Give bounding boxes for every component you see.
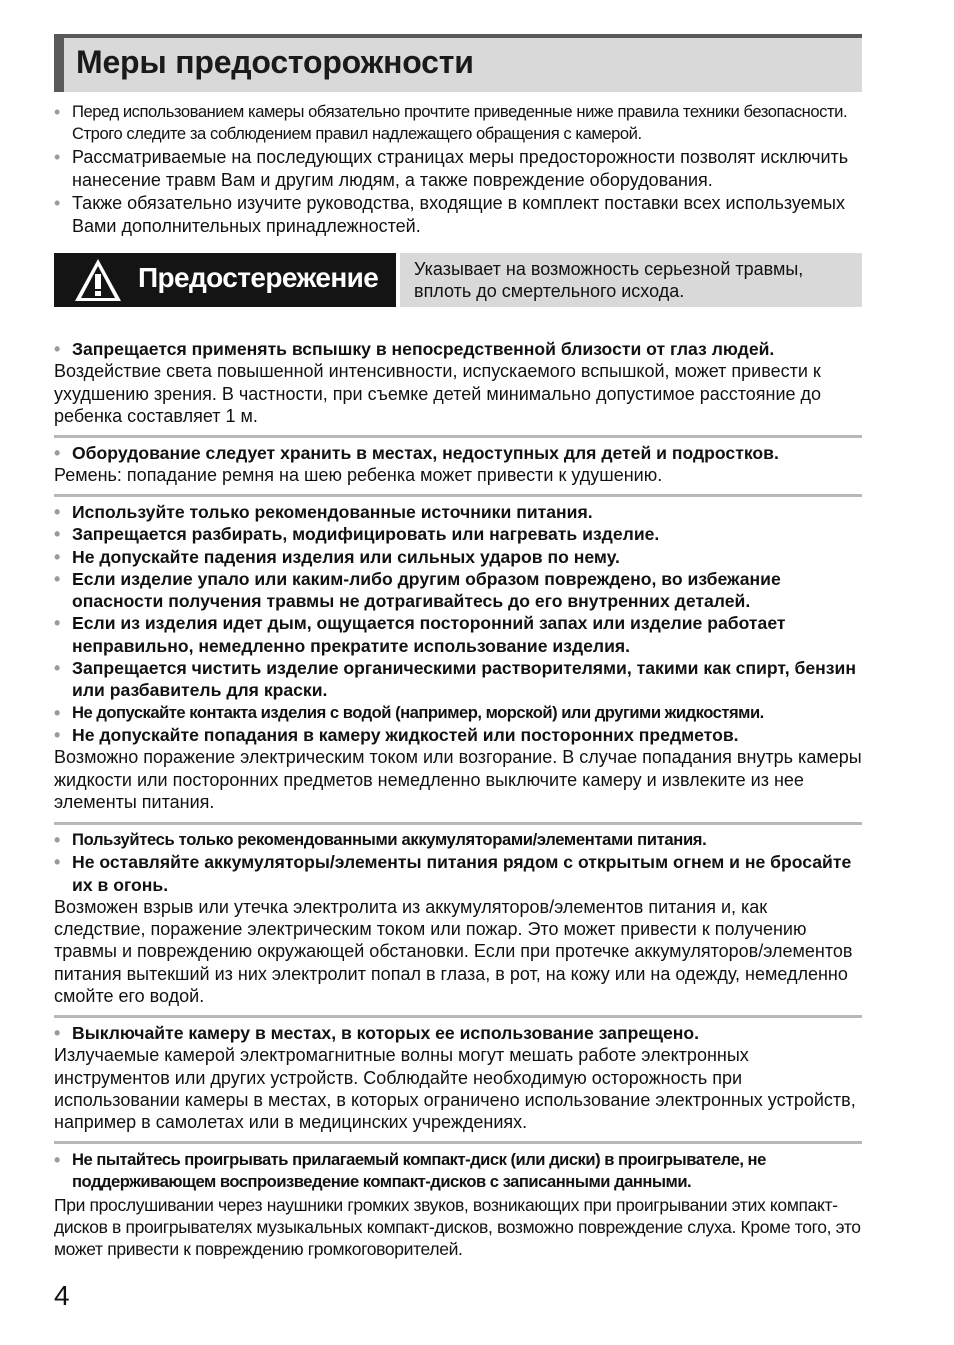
intro-item: • Рассматриваемые на последующих страницах меры предосторожности позволят исключить нанесение травм Вам и другим людям, а также повреждение оборудования. <box>54 146 874 191</box>
precaution-heading: • Запрещается применять вспышку в непосредственной близости от глаз людей. <box>54 338 862 360</box>
intro-item: • Перед использованием камеры обязательно прочтите приведенные ниже правила техники безопасности. Строго следите за соблюдением правил надлежащего обращения с камерой. <box>54 101 874 145</box>
page-title: Меры предосторожности <box>76 44 474 80</box>
precaution-heading: • Оборудование следует хранить в местах, недоступных для детей и подростков. <box>54 442 862 464</box>
precaution-section <box>54 1149 862 1260</box>
warning-triangle-icon <box>73 257 123 303</box>
precaution-heading: • Если из изделия идет дым, ощущается посторонний запах или изделие работает неправильно, немедленно прекратите использование изделия. <box>54 612 862 657</box>
precaution-heading: • Не допускайте падения изделия или сильных ударов по нему. <box>54 546 862 568</box>
precaution-heading: • Запрещается разбирать, модифицировать или нагревать изделие. <box>54 523 862 545</box>
warning-description: Указывает на возможность серьезной травмы, вплоть до смертельного исхода. <box>400 253 862 307</box>
precaution-body: Возможен взрыв или утечка электролита из аккумуляторов/элементов питания и, как следствие, поражение электрическим током или пожар. Это может привести к получению травмы и повреждению окружающей обстановки. Если при протечке аккумуляторов/элементов питания вытекший из них электролит попал в глаза, в рот, на кожу или на одежду, немедленно смойте его водой. <box>54 896 853 1007</box>
precaution-heading: • Не допускайте попадания в камеру жидкостей или посторонних предметов. <box>54 724 862 746</box>
warning-badge <box>54 253 396 307</box>
precaution-section <box>54 338 862 427</box>
precaution-heading: • Используйте только рекомендованные источники питания. <box>54 501 862 523</box>
precaution-heading: • Запрещается чистить изделие органическими растворителями, такими как спирт, бензин или разбавитель для краски. <box>54 657 862 702</box>
precaution-section <box>54 501 862 813</box>
intro-item: • Также обязательно изучите руководства, входящие в комплект поставки всех используемых Вами дополнительных принадлежностей. <box>54 192 874 237</box>
precaution-section <box>54 1022 862 1133</box>
precaution-section <box>54 442 862 487</box>
page-title-bar <box>54 34 862 92</box>
precaution-body: Ремень: попадание ремня на шею ребенка может привести к удушению. <box>54 465 663 486</box>
section-divider <box>54 1141 862 1144</box>
page-number: 4 <box>54 1280 70 1311</box>
section-divider <box>54 435 862 438</box>
precaution-heading: • Пользуйтесь только рекомендованными аккумуляторами/элементами питания. <box>54 829 862 851</box>
section-divider <box>54 822 862 825</box>
section-divider <box>54 494 862 497</box>
precaution-heading: • Выключайте камеру в местах, в которых ее использование запрещено. <box>54 1022 862 1044</box>
precaution-heading: • Не пытайтесь проигрывать прилагаемый компакт-диск (или диски) в проигрывателе, не поддерживающем воспроизведение компакт-дисков с записанными данными. <box>54 1149 862 1194</box>
precaution-heading: • Не оставляйте аккумуляторы/элементы питания рядом с открытым огнем и не бросайте их в огонь. <box>54 851 862 896</box>
precaution-heading: • Не допускайте контакта изделия с водой (например, морской) или другими жидкостями. <box>54 702 862 724</box>
precaution-heading: • Если изделие упало или каким-либо другим образом повреждено, во избежание опасности получения травмы не дотрагивайтесь до его внутренних деталей. <box>54 568 862 613</box>
precaution-body: Излучаемые камерой электромагнитные волны могут мешать работе электронных инструментов или других устройств. Соблюдайте необходимую осторожность при использовании камеры в местах, в которых ограничено использование электронных устройств, например в самолетах или в медицинских учреждениях. <box>54 1045 856 1133</box>
warning-label: Предостережение <box>138 262 379 293</box>
precaution-section <box>54 829 862 1007</box>
precaution-body: При прослушивании через наушники громких звуков, возникающих при проигрывании этих компакт-дисков в проигрывателях музыкальных компакт-дисков, возможно повреждение слуха. Кроме того, это может привести к повреждению громкоговорителей. <box>54 1194 861 1260</box>
section-divider <box>54 1015 862 1018</box>
warning-legend <box>54 253 862 307</box>
precaution-body: Воздействие света повышенной интенсивности, испускаемого вспышкой, может привести к ухудшению зрения. В частности, при съемке детей минимально допустимое расстояние до ребенка составляет 1 м. <box>54 361 822 426</box>
intro-list <box>54 101 874 238</box>
precaution-body: Возможно поражение электрическим током или возгорание. В случае попадания внутрь камеры жидкости или посторонних предметов немедленно выключите камеру и извлеките из нее элементы питания. <box>54 747 862 812</box>
